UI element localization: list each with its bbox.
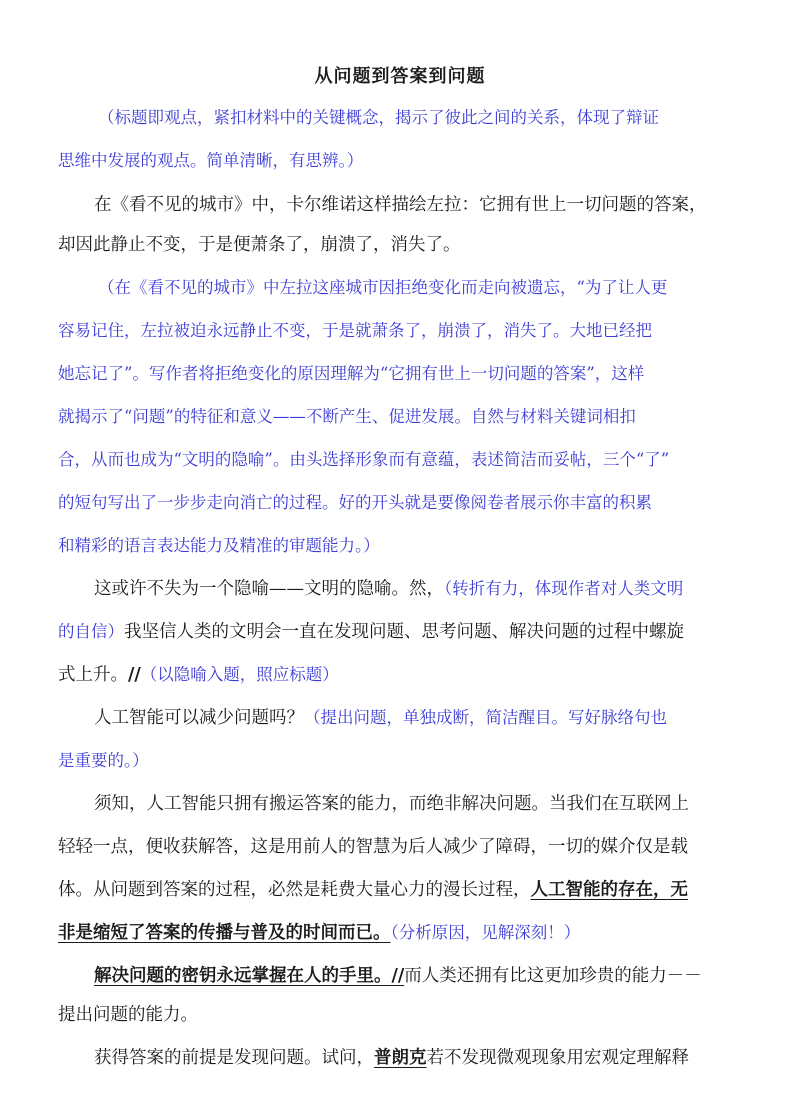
underlined-text: 人工智能的存在，无: [530, 880, 688, 900]
body-text: 人工智能可以减少问题吗？: [94, 708, 304, 728]
text-line: [94, 703, 667, 733]
text-line: [58, 531, 380, 561]
text-line: [58, 746, 149, 776]
annotation-text: （转折有力，体现作者对人类文明: [444, 579, 684, 598]
body-text: 我坚信人类的文明会一直在发现问题、思考问题、解决问题的过程中螺旋: [124, 622, 684, 642]
annotation-text: 思维中发展的观点。简单清晰，有思辨。）: [58, 151, 364, 170]
annotation-text: （标题即观点，紧扣材料中的关键概念，揭示了彼此之间的关系，体现了辩证: [98, 108, 659, 127]
body-text: 提出问题的能力。: [58, 1005, 198, 1025]
body-text: 在《看不见的城市》中，卡尔维诺这样描绘左拉：它拥有世上一切问题的答案，: [94, 195, 707, 215]
text-line: [98, 103, 659, 133]
text-line: [58, 488, 652, 518]
text-line: [94, 574, 683, 604]
text-line: [58, 402, 636, 432]
underlined-text: 普朗克: [374, 1048, 427, 1068]
annotation-text: 是重要的。）: [58, 751, 149, 770]
annotation-text: 和精彩的语言表达能力及精准的审题能力。）: [58, 536, 380, 555]
body-text: 轻轻一点，便收获解答，这是用前人的智慧为后人减少了障碍，一切的媒介仅是载: [58, 837, 688, 857]
text-line: [94, 961, 702, 991]
body-text: 却因此静止不变，于是便萧条了，崩溃了，消失了。: [58, 235, 461, 255]
body-text: 体。从问题到答案的过程，必然是耗费大量心力的漫长过程，: [58, 880, 531, 900]
body-text: //: [128, 665, 141, 685]
annotation-text: 的短句写出了一步步走向消亡的过程。好的开头就是要像阅卷者展示你丰富的积累: [58, 493, 652, 512]
text-line: [58, 445, 669, 475]
annotation-text: （以隐喻入题，照应标题）: [140, 665, 339, 684]
annotation-text: （在《看不见的城市》中左拉这座城市因拒绝变化而走向被遗忘，“为了让人更: [98, 278, 668, 297]
body-text: 这或许不失为一个隐喻——文明的隐喻。然，: [94, 579, 444, 599]
text-line: [58, 875, 688, 905]
underlined-text: 解决问题的密钥永远掌握在人的手里。//: [94, 966, 405, 986]
annotation-text: 就揭示了“问题”的特征和意义——不断产生、促进发展。自然与材料关键词相扣: [58, 407, 636, 426]
text-line: [58, 316, 652, 346]
page-title: 从问题到答案到问题: [314, 66, 486, 87]
annotation-text: 她忘记了”。写作者将拒绝变化的原因理解为“它拥有世上一切问题的答案”，这样: [58, 364, 645, 383]
underlined-text: 非是缩短了答案的传播与普及的时间而已。: [58, 923, 391, 943]
text-line: [94, 789, 689, 819]
text-line: [58, 230, 461, 260]
text-line: [58, 146, 363, 176]
body-text: 式上升。: [58, 665, 128, 685]
body-text: 获得答案的前提是发现问题。试问，: [94, 1048, 374, 1068]
text-line: [58, 359, 644, 389]
text-line: [58, 832, 688, 862]
text-line: [94, 190, 707, 220]
text-line: [58, 1000, 198, 1030]
body-text: 而人类还拥有比这更加珍贵的能力－－: [404, 966, 702, 986]
text-line: [58, 660, 339, 690]
body-text: 须知，人工智能只拥有搬运答案的能力，而绝非解决问题。当我们在互联网上: [94, 794, 689, 814]
annotation-text: （提出问题，单独成断，简洁醒目。写好脉络句也: [304, 708, 667, 727]
text-line: [58, 617, 684, 647]
text-line: [98, 273, 667, 303]
annotation-text: 合，从而也成为“文明的隐喻”。由头选择形象而有意蕴，表述简洁而妥帖，三个“了”: [58, 450, 670, 469]
text-line: [94, 1043, 689, 1073]
annotation-text: 的自信）: [58, 622, 124, 641]
body-text: 若不发现微观现象用宏观定理解释: [426, 1048, 689, 1068]
annotation-text: 容易记住，左拉被迫永远静止不变，于是就萧条了，崩溃了，消失了。大地已经把: [58, 321, 652, 340]
text-line: [58, 918, 580, 948]
annotation-text: （分析原因，见解深刻！）: [390, 923, 581, 942]
